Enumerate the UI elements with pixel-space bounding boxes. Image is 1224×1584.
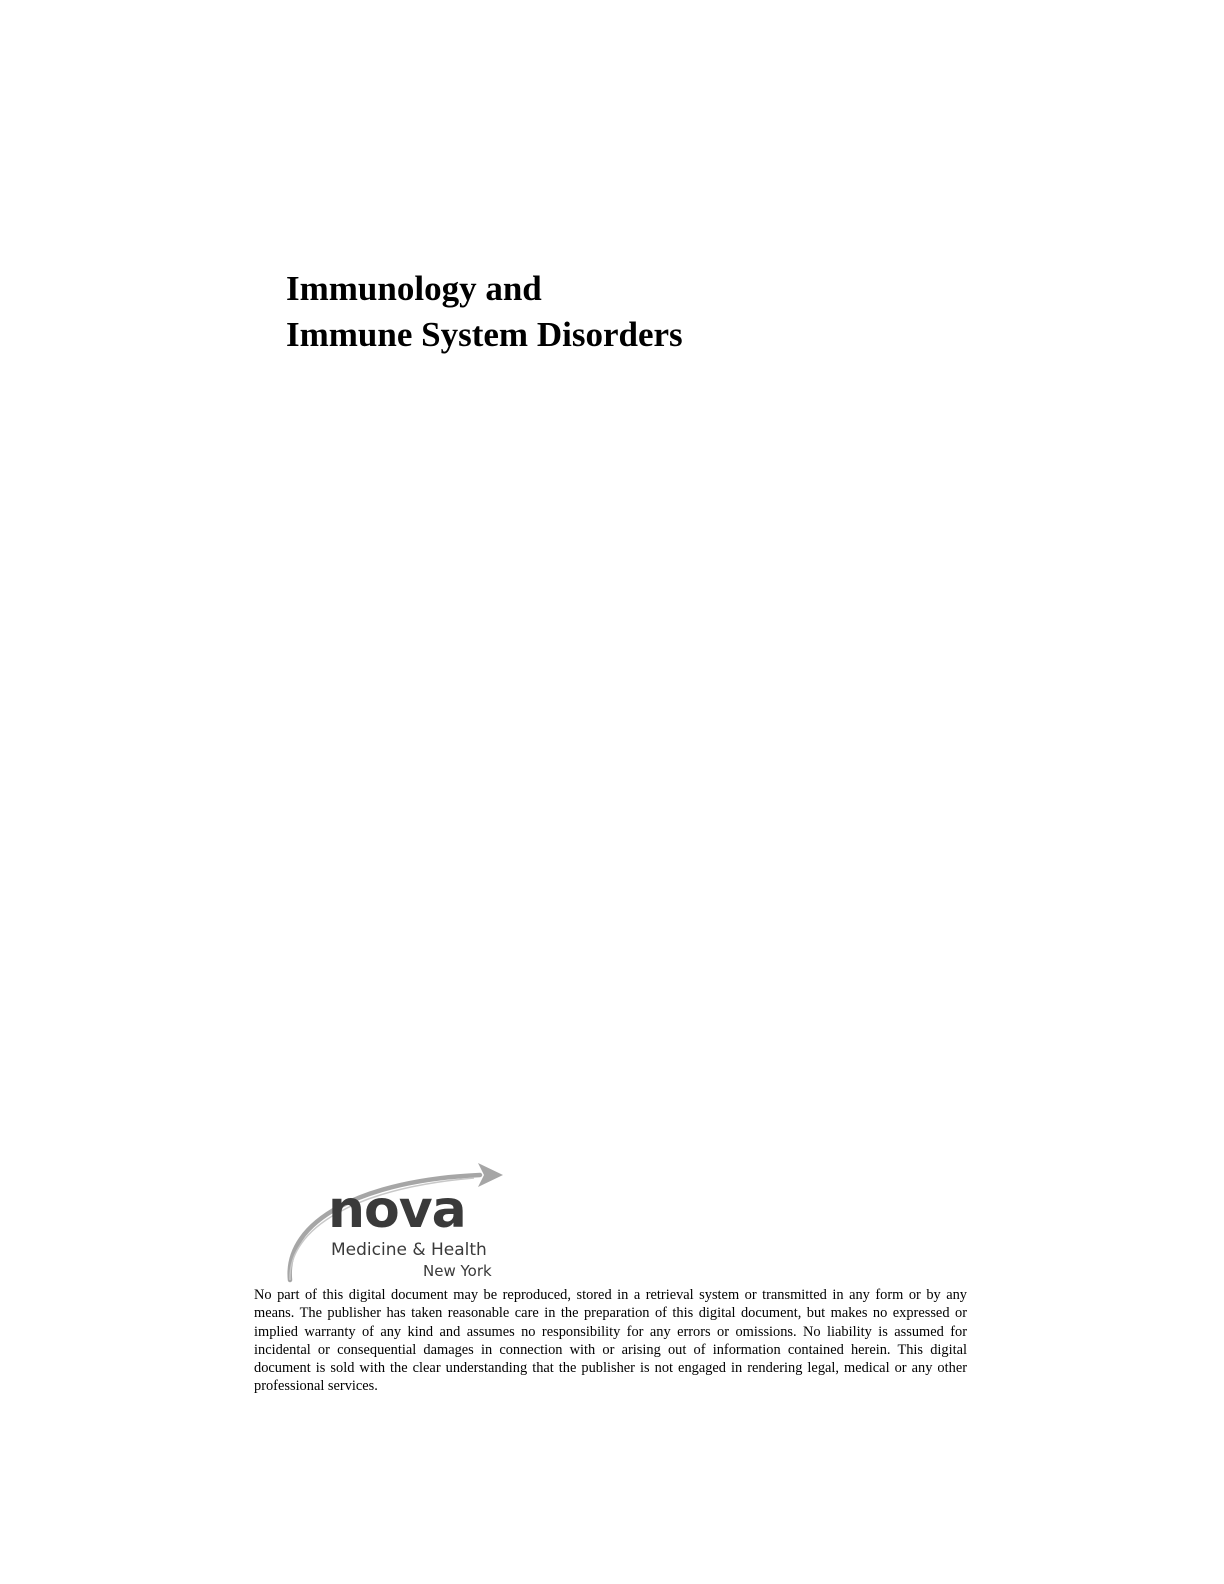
book-title-line-2: Immune System Disorders — [286, 315, 683, 354]
book-title-line-1: Immunology and — [286, 269, 542, 308]
logo-wordmark: nova — [328, 1180, 466, 1240]
logo-city: New York — [423, 1262, 492, 1280]
book-title — [286, 266, 683, 358]
copyright-disclaimer: No part of this digital document may be reproduced, stored in a retrieval system or transmitted in any form or by any means. The publisher has taken reasonable care in the preparation of this digital document, but makes no expressed or implied warranty of any kind and assumes no responsibility for any errors or omissions. No liability is assumed for incidental or consequential damages in connection with or arising out of information contained herein. This digital document is sold with the clear understanding that the publisher is not engaged in rendering legal, medical or any other professional services. — [254, 1287, 967, 1395]
logo-imprint: Medicine & Health — [331, 1240, 487, 1260]
publisher-logo — [284, 1158, 514, 1284]
